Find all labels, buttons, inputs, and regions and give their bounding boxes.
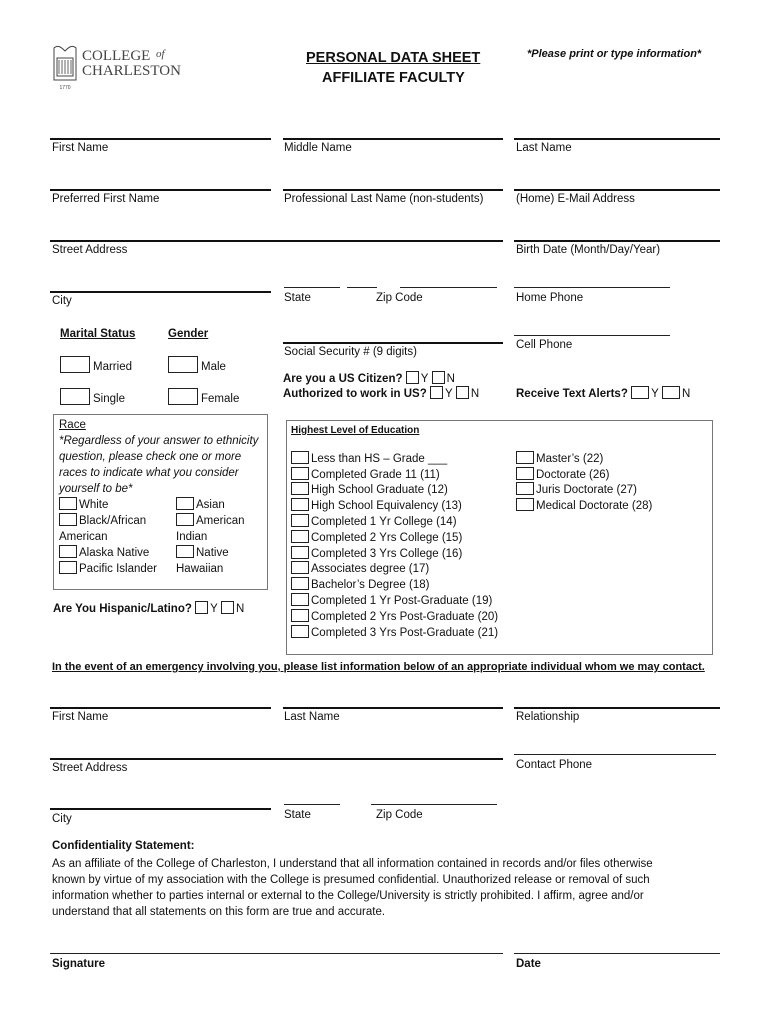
checkbox-icon — [516, 451, 534, 464]
education-option-checkbox[interactable]: Doctorate (26) — [516, 467, 652, 483]
race-native-hawaiian-checkbox[interactable]: Native — [176, 545, 245, 561]
citizen-no-checkbox[interactable] — [432, 371, 445, 384]
ssn-field[interactable]: Social Security # (9 digits) — [284, 346, 417, 358]
hispanic-yes-checkbox[interactable] — [195, 601, 208, 614]
page-title: PERSONAL DATA SHEET — [306, 50, 481, 66]
checkbox-icon — [516, 498, 534, 511]
education-option-checkbox[interactable]: Bachelor’s Degree (18) — [291, 577, 516, 593]
city-field[interactable]: City — [52, 295, 72, 307]
checkbox-icon — [291, 467, 309, 480]
authorized-yes-checkbox[interactable] — [430, 386, 443, 399]
professional-last-name-field[interactable]: Professional Last Name (non-students) — [284, 193, 484, 205]
education-option-checkbox[interactable]: Less than HS – Grade ___ — [291, 451, 516, 467]
education-option-checkbox[interactable]: Completed 1 Yr Post-Graduate (19) — [291, 593, 516, 609]
education-option-checkbox[interactable]: Completed 3 Yrs Post-Graduate (21) — [291, 625, 516, 641]
single-checkbox[interactable]: Single — [60, 388, 125, 405]
college-seal-icon — [52, 44, 78, 92]
education-option-checkbox[interactable]: High School Equivalency (13) — [291, 498, 516, 514]
race-white-checkbox[interactable]: White — [59, 497, 176, 513]
education-option-checkbox[interactable]: Completed 1 Yr College (14) — [291, 514, 516, 530]
marital-status-heading: Marital Status — [60, 328, 136, 340]
checkbox-icon — [291, 498, 309, 511]
checkbox-icon — [516, 482, 534, 495]
emergency-relationship-field[interactable]: Relationship — [516, 711, 580, 723]
emergency-first-name-field[interactable]: First Name — [52, 711, 109, 723]
cell-phone-field[interactable]: Cell Phone — [516, 339, 573, 351]
checkbox-icon — [291, 625, 309, 638]
svg-text:1770: 1770 — [59, 85, 71, 91]
state-field[interactable]: State — [284, 292, 311, 304]
hispanic-no-checkbox[interactable] — [221, 601, 234, 614]
email-field[interactable]: (Home) E-Mail Address — [516, 193, 635, 205]
us-citizen-question: Are you a US Citizen? Y N — [283, 373, 455, 385]
education-option-checkbox[interactable]: Associates degree (17) — [291, 561, 516, 577]
education-option-checkbox[interactable]: High School Graduate (12) — [291, 482, 516, 498]
emergency-heading: In the event of an emergency involving you, please list information below of an appropriate individual whom we may contact. — [52, 661, 705, 673]
gender-heading: Gender — [168, 328, 209, 340]
text-alerts-question: Receive Text Alerts? Y N — [516, 388, 691, 400]
male-checkbox[interactable]: Male — [168, 356, 226, 373]
education-section: Highest Level of Education Less than HS – Grade ___ Completed Grade 11 (11) High School Graduate (12) High School Equivalency (13) Completed 1 Yr College (14) Completed 2 Yrs College (15) Completed 3 Yrs College (16) Associates degree (17) Bachelor’s Degree (18) Completed 1 Yr Post-Graduate (19) Completed 2 Yrs Post-Graduate (20) Completed 3 Yrs Post-Graduate (21) Master’s (22) Doctorate (26) Juris Doctorate (27) Medical Doctorate (28) — [286, 420, 713, 655]
hispanic-question: Are You Hispanic/Latino? Y N — [53, 603, 245, 615]
citizen-yes-checkbox[interactable] — [406, 371, 419, 384]
emergency-street-field[interactable]: Street Address — [52, 762, 128, 774]
print-note: *Please print or type information* — [527, 48, 702, 60]
education-option-checkbox[interactable]: Completed Grade 11 (11) — [291, 467, 516, 483]
married-checkbox[interactable]: Married — [60, 356, 132, 373]
checkbox-icon — [291, 609, 309, 622]
education-option-checkbox[interactable]: Completed 2 Yrs College (15) — [291, 530, 516, 546]
birth-date-field[interactable]: Birth Date (Month/Day/Year) — [516, 244, 661, 256]
emergency-state-field[interactable]: State — [284, 809, 311, 821]
race-alaska-native-checkbox[interactable]: Alaska Native — [59, 545, 176, 561]
checkbox-icon — [291, 530, 309, 543]
text-alerts-yes-checkbox[interactable] — [631, 386, 649, 399]
education-option-checkbox[interactable]: Medical Doctorate (28) — [516, 498, 652, 514]
emergency-contact-phone-field[interactable]: Contact Phone — [516, 759, 593, 771]
street-address-field[interactable]: Street Address — [52, 244, 128, 256]
zip-code-field[interactable]: Zip Code — [376, 292, 423, 304]
signature-field[interactable]: Signature — [52, 958, 106, 970]
emergency-zip-field[interactable]: Zip Code — [376, 809, 423, 821]
checkbox-icon — [291, 593, 309, 606]
confidentiality-heading: Confidentiality Statement: — [52, 840, 195, 852]
education-option-checkbox[interactable]: Juris Doctorate (27) — [516, 482, 652, 498]
home-phone-field[interactable]: Home Phone — [516, 292, 584, 304]
race-asian-checkbox[interactable]: Asian — [176, 497, 245, 513]
page-subtitle: AFFILIATE FACULTY — [322, 70, 465, 86]
education-option-checkbox[interactable]: Completed 2 Yrs Post-Graduate (20) — [291, 609, 516, 625]
first-name-field[interactable]: First Name — [52, 142, 109, 154]
checkbox-icon — [291, 577, 309, 590]
checkbox-icon — [291, 546, 309, 559]
authorized-no-checkbox[interactable] — [456, 386, 469, 399]
middle-name-field[interactable]: Middle Name — [284, 142, 352, 154]
last-name-field[interactable]: Last Name — [516, 142, 572, 154]
checkbox-icon — [516, 467, 534, 480]
education-option-checkbox[interactable]: Master’s (22) — [516, 451, 652, 467]
education-option-checkbox[interactable]: Completed 3 Yrs College (16) — [291, 546, 516, 562]
authorized-work-question: Authorized to work in US? Y N — [283, 388, 480, 400]
college-logo: 1770 COLLEGE of CHARLESTON — [52, 44, 202, 92]
date-field[interactable]: Date — [516, 958, 541, 970]
race-american-indian-checkbox[interactable]: American — [176, 513, 245, 529]
checkbox-icon — [291, 482, 309, 495]
checkbox-icon — [291, 514, 309, 527]
emergency-city-field[interactable]: City — [52, 813, 72, 825]
emergency-last-name-field[interactable]: Last Name — [284, 711, 340, 723]
checkbox-icon — [291, 451, 309, 464]
female-checkbox[interactable]: Female — [168, 388, 239, 405]
text-alerts-no-checkbox[interactable] — [662, 386, 680, 399]
confidentiality-text: As an affiliate of the College of Charleston, I understand that all information contained in records and/or files otherwise known by virtue of my association with the College is presumed confidential. Unauthorized release or removal of such information whether to parties internal or external to the College/University is strictly prohibited. I affirm, agree and/or understand that all statements on this form are true and accurate. — [52, 858, 653, 918]
checkbox-icon — [291, 561, 309, 574]
race-black-checkbox[interactable]: Black/African — [59, 513, 176, 529]
race-section: Race *Regardless of your answer to ethnicity question, please check one or more races to indicate what you consider yourself to be* White Black/African American Alaska Native Pacific Islander Asian American Indian Native Hawaiian — [53, 414, 268, 590]
preferred-first-name-field[interactable]: Preferred First Name — [52, 193, 160, 205]
race-pacific-islander-checkbox[interactable]: Pacific Islander — [59, 561, 176, 577]
